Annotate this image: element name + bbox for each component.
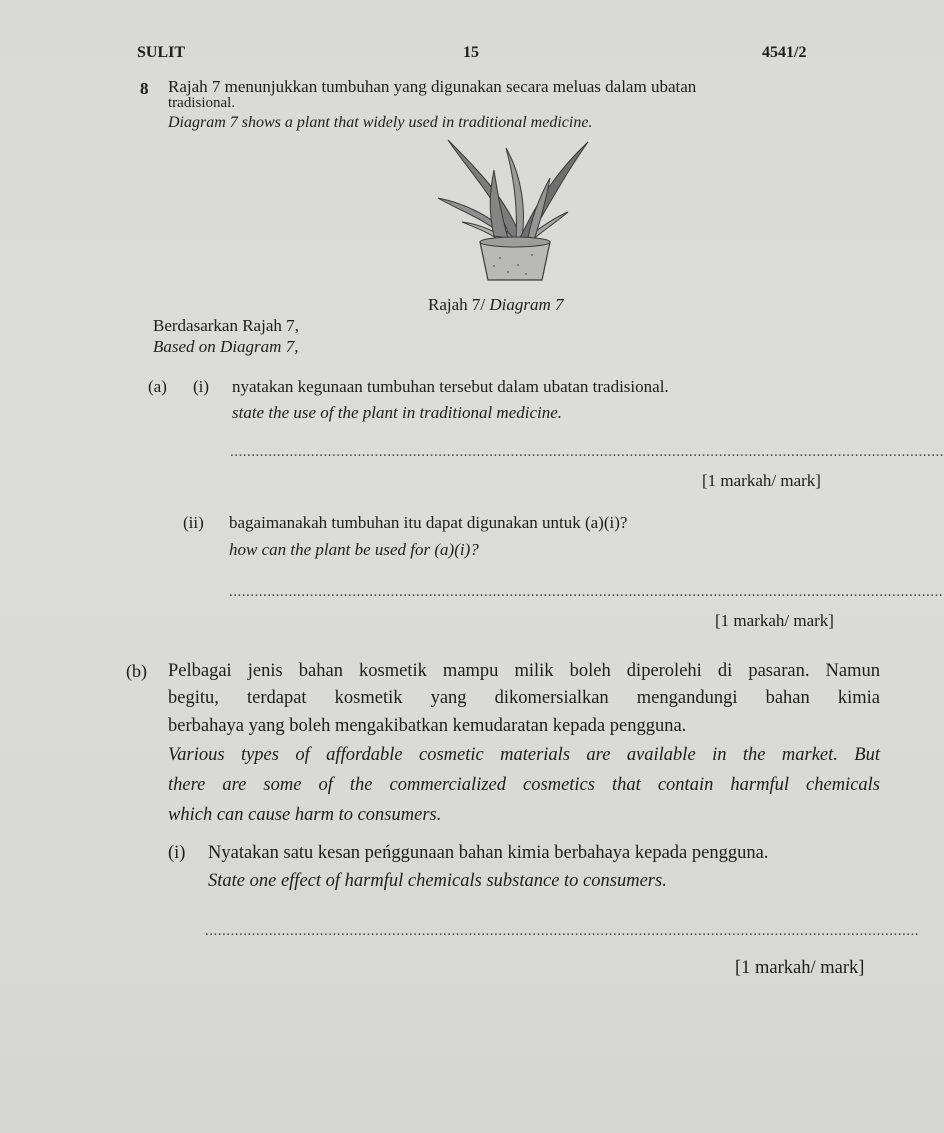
- caption-en: Diagram 7: [489, 295, 564, 314]
- part-bi-ms: Nyatakan satu kesan peńggunaan bahan kimia berbahaya kepada pengguna.: [208, 843, 769, 863]
- part-ai-ms: nyatakan kegunaan tumbuhan tersebut dalam ubatan tradisional.: [232, 377, 669, 396]
- answer-line-ai[interactable]: ........................................................................................................................................................................: [230, 444, 944, 460]
- diagram-caption: [428, 295, 564, 315]
- based-on-ms: Berdasarkan Rajah 7,: [153, 316, 299, 335]
- question-number: 8: [140, 79, 149, 98]
- part-aii-label: (ii): [183, 513, 204, 532]
- part-bi-label: (i): [168, 843, 186, 863]
- part-b-en-line1: Various types of affordable cosmetic materials are available in the market. But: [168, 745, 880, 765]
- part-aii-en: how can the plant be used for (a)(i)?: [229, 540, 479, 559]
- based-on-en: Based on Diagram 7,: [153, 337, 299, 356]
- intro-ms-line2: tradisional.: [168, 95, 236, 111]
- paper-code: 4541/2: [762, 44, 807, 61]
- part-ai-en: state the use of the plant in traditional medicine.: [232, 403, 563, 422]
- part-b-ms-line2: begitu, terdapat kosmetik yang dikomersialkan mengandungi bahan kimia: [168, 688, 880, 708]
- mark-ai: [1 markah/ mark]: [702, 471, 821, 490]
- intro-ms-line1: Rajah 7 menunjukkan tumbuhan yang digunakan secara meluas dalam ubatan: [168, 77, 697, 96]
- mark-bi: [1 markah/ mark]: [735, 958, 865, 978]
- page-number: 15: [463, 44, 479, 61]
- answer-line-bi[interactable]: ........................................................................................................................................................................: [205, 923, 919, 939]
- part-b-en-line3: which can cause harm to consumers.: [168, 805, 442, 825]
- header-sulit: SULIT: [137, 44, 186, 61]
- part-bi-en: State one effect of harmful chemicals substance to consumers.: [208, 871, 667, 891]
- part-b-ms-line3: berbahaya yang boleh mengakibatkan kemudaratan kepada pengguna.: [168, 716, 687, 736]
- part-ai-label: (i): [193, 377, 210, 396]
- part-b-en-line2: there are some of the commercialized cosmetics that contain harmful chemicals: [168, 775, 880, 795]
- part-b-ms-line1: Pelbagai jenis bahan kosmetik mampu milik boleh diperolehi di pasaran. Namun: [168, 661, 880, 681]
- part-a-label: (a): [148, 377, 167, 396]
- mark-aii: [1 markah/ mark]: [715, 611, 834, 630]
- aloe-vera-plant-icon: [428, 140, 598, 290]
- part-aii-ms: bagaimanakah tumbuhan itu dapat digunakan untuk (a)(i)?: [229, 513, 628, 532]
- intro-en: Diagram 7 shows a plant that widely used in traditional medicine.: [168, 114, 593, 131]
- part-b-label: (b): [126, 661, 147, 681]
- answer-line-aii[interactable]: ........................................................................................................................................................................: [229, 584, 943, 600]
- caption-ms: Rajah 7/: [428, 295, 490, 314]
